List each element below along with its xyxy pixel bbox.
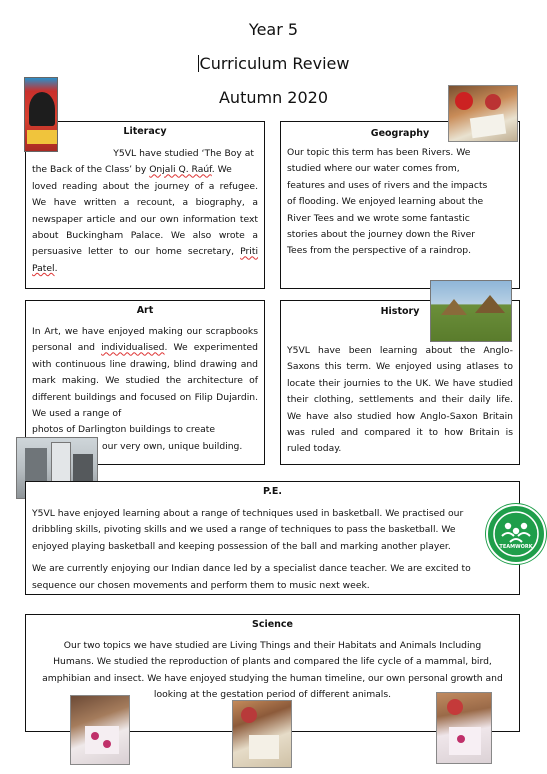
literacy-secretary-name: Priti Patel (32, 246, 259, 274)
teamwork-badge (486, 504, 546, 564)
geography-line: River Tees and we wrote some fantastic (287, 212, 470, 224)
science-line: amphibian and insect. We have enjoyed studying the human timeline, our own personal growth and (42, 672, 503, 684)
art-line-b: our very own, unique building. (102, 440, 243, 452)
thatched-roof-2 (475, 295, 505, 313)
flower-dot-3 (457, 735, 465, 743)
science-photo-3 (436, 692, 492, 764)
flower-dot-2 (103, 740, 111, 748)
art-heading: Art (136, 305, 154, 316)
photo-atlas (470, 114, 506, 139)
history-body: Y5VL have been learning about the Anglo-Saxons this term. We enjoyed using atlases to locate their journies to the UK. We have studied their clothing, settlements and their daily life. We have also studied how Anglo-Saxon Britain was ruled and compared it to how Britain is ruled today. (287, 345, 513, 455)
geography-box (280, 121, 520, 289)
geography-text (287, 145, 513, 260)
pe-line: Y5VL have enjoyed learning about a range of techniques used in basketball. We practised our (32, 508, 464, 519)
teamwork-badge-text: TEAMWORK (499, 544, 533, 550)
book-figure-shape (29, 92, 55, 126)
pe-box (25, 481, 520, 595)
history-village-photo (430, 280, 512, 342)
photo-child-4 (447, 699, 463, 715)
photo-child-3 (241, 707, 257, 723)
literacy-line-2-end: . We (211, 164, 232, 176)
geography-line: Tees from the perspective of a raindrop. (287, 245, 471, 257)
page-year: Year 5 (248, 20, 299, 39)
science-photo-2 (232, 700, 292, 768)
art-body (32, 324, 258, 422)
geography-classroom-photo (448, 85, 518, 142)
literacy-body (32, 179, 258, 277)
book-title-band (27, 130, 57, 144)
literacy-line-2-text: the Back of the Class’ by (32, 164, 150, 176)
literacy-author: Onjali Q. Raúf (149, 164, 212, 176)
page-title-text: Curriculum Review (199, 54, 350, 73)
literacy-end: . (54, 262, 58, 274)
pe-line: We are currently enjoying our Indian dance led by a specialist dance teacher. We are excited to (32, 563, 471, 575)
teamwork-people-icon (488, 506, 544, 562)
page-title (0, 54, 547, 73)
pe-paragraph-2 (32, 561, 513, 594)
photo-child-2 (485, 94, 501, 110)
science-heading: Science (251, 619, 293, 630)
geography-line: stories about the journey down the River (287, 229, 476, 241)
geography-heading: Geography (370, 128, 430, 139)
art-body-text: In Art, we have enjoyed making our scrapbooks personal and (32, 326, 258, 354)
pe-line: dribbling skills, pivoting skills and we used a range of techniques to pass the basketball. We (32, 524, 456, 536)
science-worksheet-1 (85, 726, 119, 754)
science-photo-1 (70, 695, 130, 765)
geography-line: Our topic this term has been Rivers. We (287, 147, 471, 158)
science-worksheet-2 (249, 735, 279, 759)
literacy-line-2 (32, 162, 258, 178)
text-cursor (198, 55, 199, 72)
pe-line: enjoyed playing basketball and keeping possession of the ball and marking another player. (32, 540, 451, 552)
photo-child-1 (455, 92, 473, 110)
flower-dot-1 (91, 732, 99, 740)
pe-line: sequence our chosen movements and perform them to music next week. (32, 579, 370, 591)
geography-line: of flooding. We enjoyed learning about the (287, 196, 484, 208)
art-body-text-2: . We experimented with continuous line drawing, blind drawing and mark making. We studied the architecture of different buildings and focused on Filip Dujardin. We used a range of (32, 342, 259, 420)
geography-line: features and uses of rivers and the impacts (287, 179, 488, 191)
geography-line: studied where our water comes from, (287, 163, 460, 175)
pe-heading: P.E. (263, 486, 282, 497)
literacy-box (25, 121, 265, 289)
page-term: Autumn 2020 (218, 88, 329, 107)
literacy-line-1: Y5VL have studied ‘The Boy at (113, 148, 254, 159)
science-line: Our two topics we have studied are Living Things and their Habitats and Animals Including (63, 640, 482, 651)
literacy-heading: Literacy (123, 126, 167, 137)
pe-paragraph-1 (32, 506, 513, 555)
science-line: Humans. We studied the reproduction of plants and compared the life cycle of a mammal, bird, (53, 656, 492, 668)
literacy-body-text: loved reading about the journey of a refugee. We have written a recount, a biography, a newspaper article and our own information text about Buckingham Palace. We also wrote a persuasive letter to our home secretary, (32, 180, 258, 258)
science-line: looking at the gestation period of different animals. (153, 689, 392, 701)
book-cover-image (24, 77, 58, 152)
art-line-a: photos of Darlington buildings to create (32, 424, 216, 436)
art-underlined-word: individualised (101, 342, 165, 354)
science-worksheet-3 (449, 727, 481, 755)
history-heading: History (380, 306, 420, 317)
thatched-roof-1 (441, 299, 467, 315)
